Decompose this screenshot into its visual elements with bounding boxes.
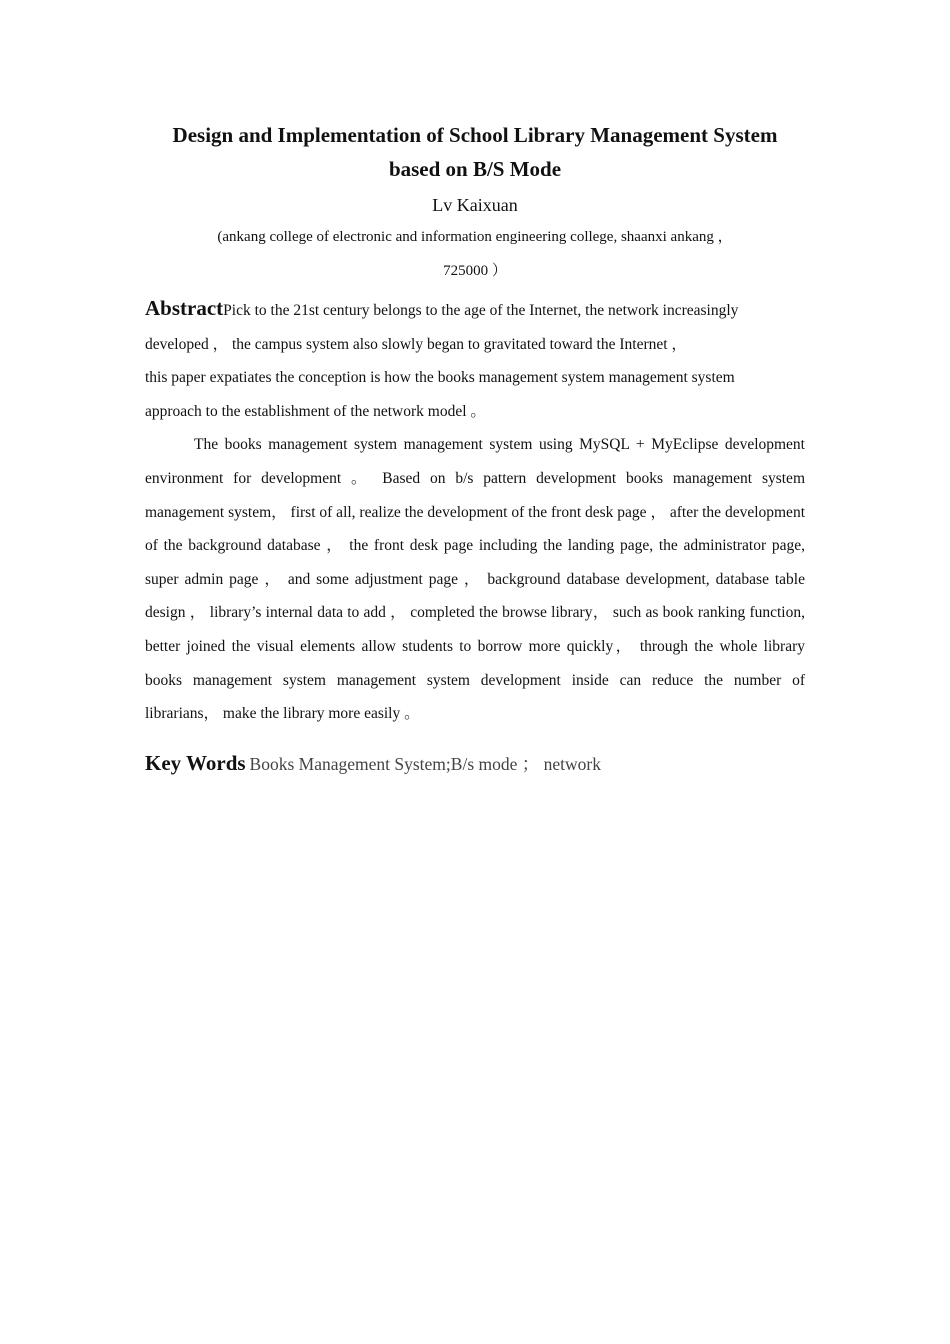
abstract-line-4: approach to the establishment of the network model 。 (145, 402, 486, 420)
author-name: Lv Kaixuan (432, 195, 518, 215)
abstract-line-1 (145, 292, 805, 328)
abstract-label: Abstract (145, 296, 224, 320)
affiliation-line-2: 725000 ） (443, 263, 507, 279)
affiliation-line-1: (ankang college of electronic and information engineering college, shaanxi ankang ， (217, 229, 733, 245)
abstract-text-line: Pick to the 21st century belongs to the age of the Internet, the network increasingly (223, 302, 739, 319)
abstract-body-paragraph: The books management system management system using MySQL + MyEclipse development environment for development 。 Based on b/s pattern development books management system management system， first of all, realize the development of the front desk page ， after the development of the background database ， the front desk page including the landing page, the administrator page, super admin page ， and some adjustment page ， background database development, database table design ， library’s internal data to add ， completed the browse library， such as book ranking function, better joined the visual elements allow students to borrow more quickly， through the whole library books management system management system development inside can reduce the number of librarians， make the library more easily 。 (145, 436, 805, 723)
affiliation (145, 220, 805, 288)
abstract-line-3: this paper expatiates the conception is how the books management system management system (145, 369, 735, 387)
document-page (145, 118, 805, 783)
abstract-line-2: developed ， the campus system also slowly began to gravitated toward the Internet ， (145, 335, 687, 353)
paper-title-line-1: Design and Implementation of School Library Management System (172, 123, 778, 147)
keywords-label: Key Words (145, 751, 246, 776)
keywords-value: Books Management System;B/s mode ； network (249, 754, 601, 775)
keywords-section (145, 746, 805, 783)
abstract-section (145, 292, 805, 428)
paper-title (145, 118, 805, 186)
paper-title-line-2: based on B/S Mode (388, 157, 562, 181)
